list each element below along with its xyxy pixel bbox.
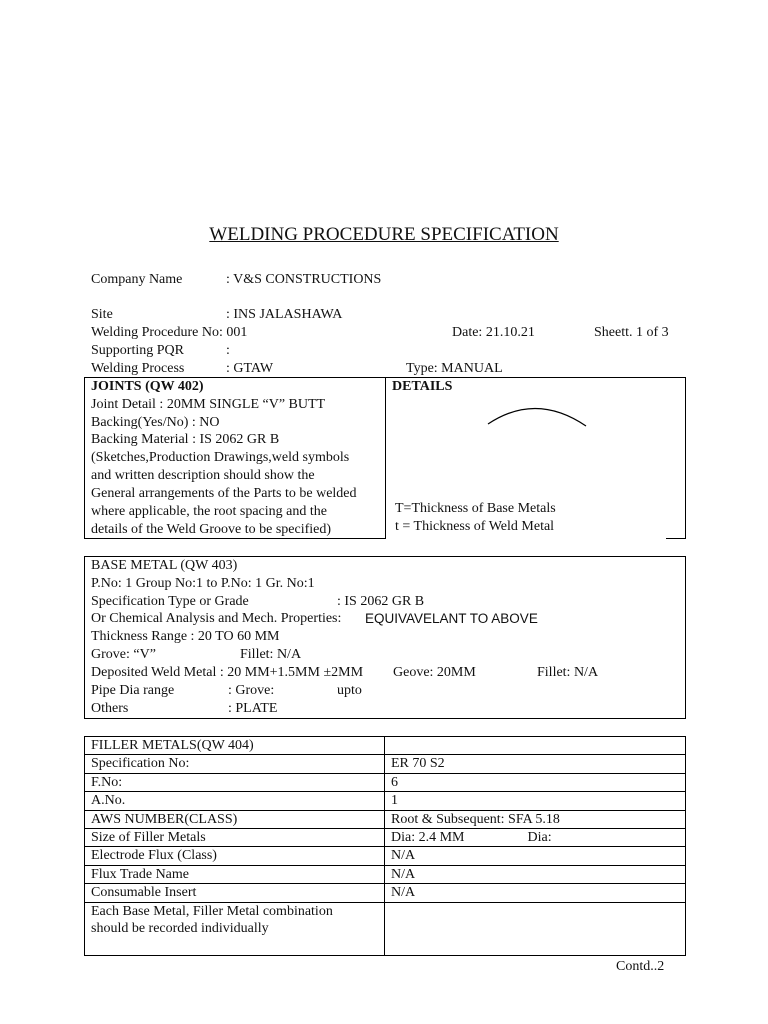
pipe-dia-range-label: Pipe Dia range (91, 683, 175, 698)
table-row (85, 737, 686, 755)
row-value: 6 (385, 773, 686, 791)
row-value: 1 (385, 792, 686, 810)
chemical-analysis-value: EQUIVAVELANT TO ABOVE (365, 611, 538, 626)
thickness-weld-metal-note: t = Thickness of Weld Metal (395, 519, 555, 534)
base-metal-heading: BASE METAL (QW 403) (91, 558, 238, 573)
table-row (85, 884, 686, 902)
thickness-range: Thickness Range : 20 TO 60 MM (91, 629, 280, 644)
row-label: Electrode Flux (Class) (85, 847, 385, 865)
table-row (85, 902, 686, 955)
grove-type: Grove: “V” (91, 647, 156, 662)
row-value: Dia: 2.4 MM Dia: (385, 828, 686, 846)
deposited-fillet: Fillet: N/A (537, 665, 599, 680)
company-name-value: : V&S CONSTRUCTIONS (226, 272, 382, 287)
document-title: WELDING PROCEDURE SPECIFICATION (209, 224, 559, 245)
row-label: A.No. (85, 792, 385, 810)
combination-note-cell (85, 902, 385, 955)
joints-note-line: General arrangements of the Parts to be welded (91, 486, 357, 501)
welding-type: Type: MANUAL (406, 361, 503, 376)
joints-note-line: details of the Weld Groove to be specified) (91, 522, 332, 537)
table-row (85, 847, 686, 865)
backing-material: Backing Material : IS 2062 GR B (91, 432, 280, 447)
row-label: Consumable Insert (85, 884, 385, 902)
joints-note-line: where applicable, the root spacing and the (91, 504, 327, 519)
sheet-number: Sheett. 1 of 3 (594, 325, 669, 340)
table-row (85, 773, 686, 791)
table-row (85, 828, 686, 846)
chemical-analysis-label: Or Chemical Analysis and Mech. Properties: (91, 611, 342, 626)
row-label: F.No: (85, 773, 385, 791)
pno-group: P.No: 1 Group No:1 to P.No: 1 Gr. No:1 (91, 576, 315, 591)
supporting-pqr-value: : (226, 343, 230, 358)
details-heading: DETAILS (392, 379, 453, 394)
continued-note: Contd..2 (616, 959, 665, 974)
table-row (85, 865, 686, 883)
site-label: Site (91, 307, 113, 322)
row-label: Size of Filler Metals (85, 828, 385, 846)
supporting-pqr-label: Supporting PQR (91, 343, 184, 358)
joints-heading: JOINTS (QW 402) (91, 379, 204, 394)
row-value: Root & Subsequent: SFA 5.18 (385, 810, 686, 828)
wps-number: Welding Procedure No: 001 (91, 325, 248, 340)
fillet-type: Fillet: N/A (240, 647, 302, 662)
spec-type-label: Specification Type or Grade (91, 594, 249, 609)
table-row (85, 792, 686, 810)
site-value: : INS JALASHAWA (226, 307, 343, 322)
details-bottom-edge (666, 538, 686, 539)
filler-metals-heading: FILLER METALS(QW 404) (85, 737, 385, 755)
row-value: ER 70 S2 (385, 755, 686, 773)
combination-note-blank (385, 902, 686, 955)
row-label: Flux Trade Name (85, 865, 385, 883)
company-name-label: Company Name (91, 272, 183, 287)
pipe-dia-grove: : Grove: (228, 683, 275, 698)
others-value: : PLATE (228, 701, 278, 716)
combination-note-line: should be recorded individually (91, 920, 269, 936)
filler-metals-heading-blank (385, 737, 686, 755)
backing: Backing(Yes/No) : NO (91, 415, 220, 430)
table-row (85, 755, 686, 773)
geove-value: Geove: 20MM (393, 665, 476, 680)
row-value: N/A (385, 865, 686, 883)
welding-process-value: : GTAW (226, 361, 274, 376)
row-label: AWS NUMBER(CLASS) (85, 810, 385, 828)
weld-groove-sketch (486, 400, 590, 430)
row-label: Specification No: (85, 755, 385, 773)
thickness-base-metal-note: T=Thickness of Base Metals (395, 501, 556, 516)
others-label: Others (91, 701, 129, 716)
welding-process-label: Welding Process (91, 361, 185, 376)
combination-note-line: Each Base Metal, Filler Metal combination (91, 903, 333, 919)
table-row (85, 810, 686, 828)
joint-detail: Joint Detail : 20MM SINGLE “V” BUTT (91, 397, 326, 412)
joints-note-line: (Sketches,Production Drawings,weld symbols (91, 450, 350, 465)
deposited-weld-metal: Deposited Weld Metal : 20 MM+1.5MM ±2MM (91, 665, 364, 680)
filler-metals-table (84, 736, 686, 956)
row-value: N/A (385, 847, 686, 865)
row-value: N/A (385, 884, 686, 902)
joints-note-line: and written description should show the (91, 468, 315, 483)
spec-type-value: : IS 2062 GR B (337, 594, 425, 609)
pipe-dia-upto: upto (337, 683, 362, 698)
date: Date: 21.10.21 (452, 325, 535, 340)
